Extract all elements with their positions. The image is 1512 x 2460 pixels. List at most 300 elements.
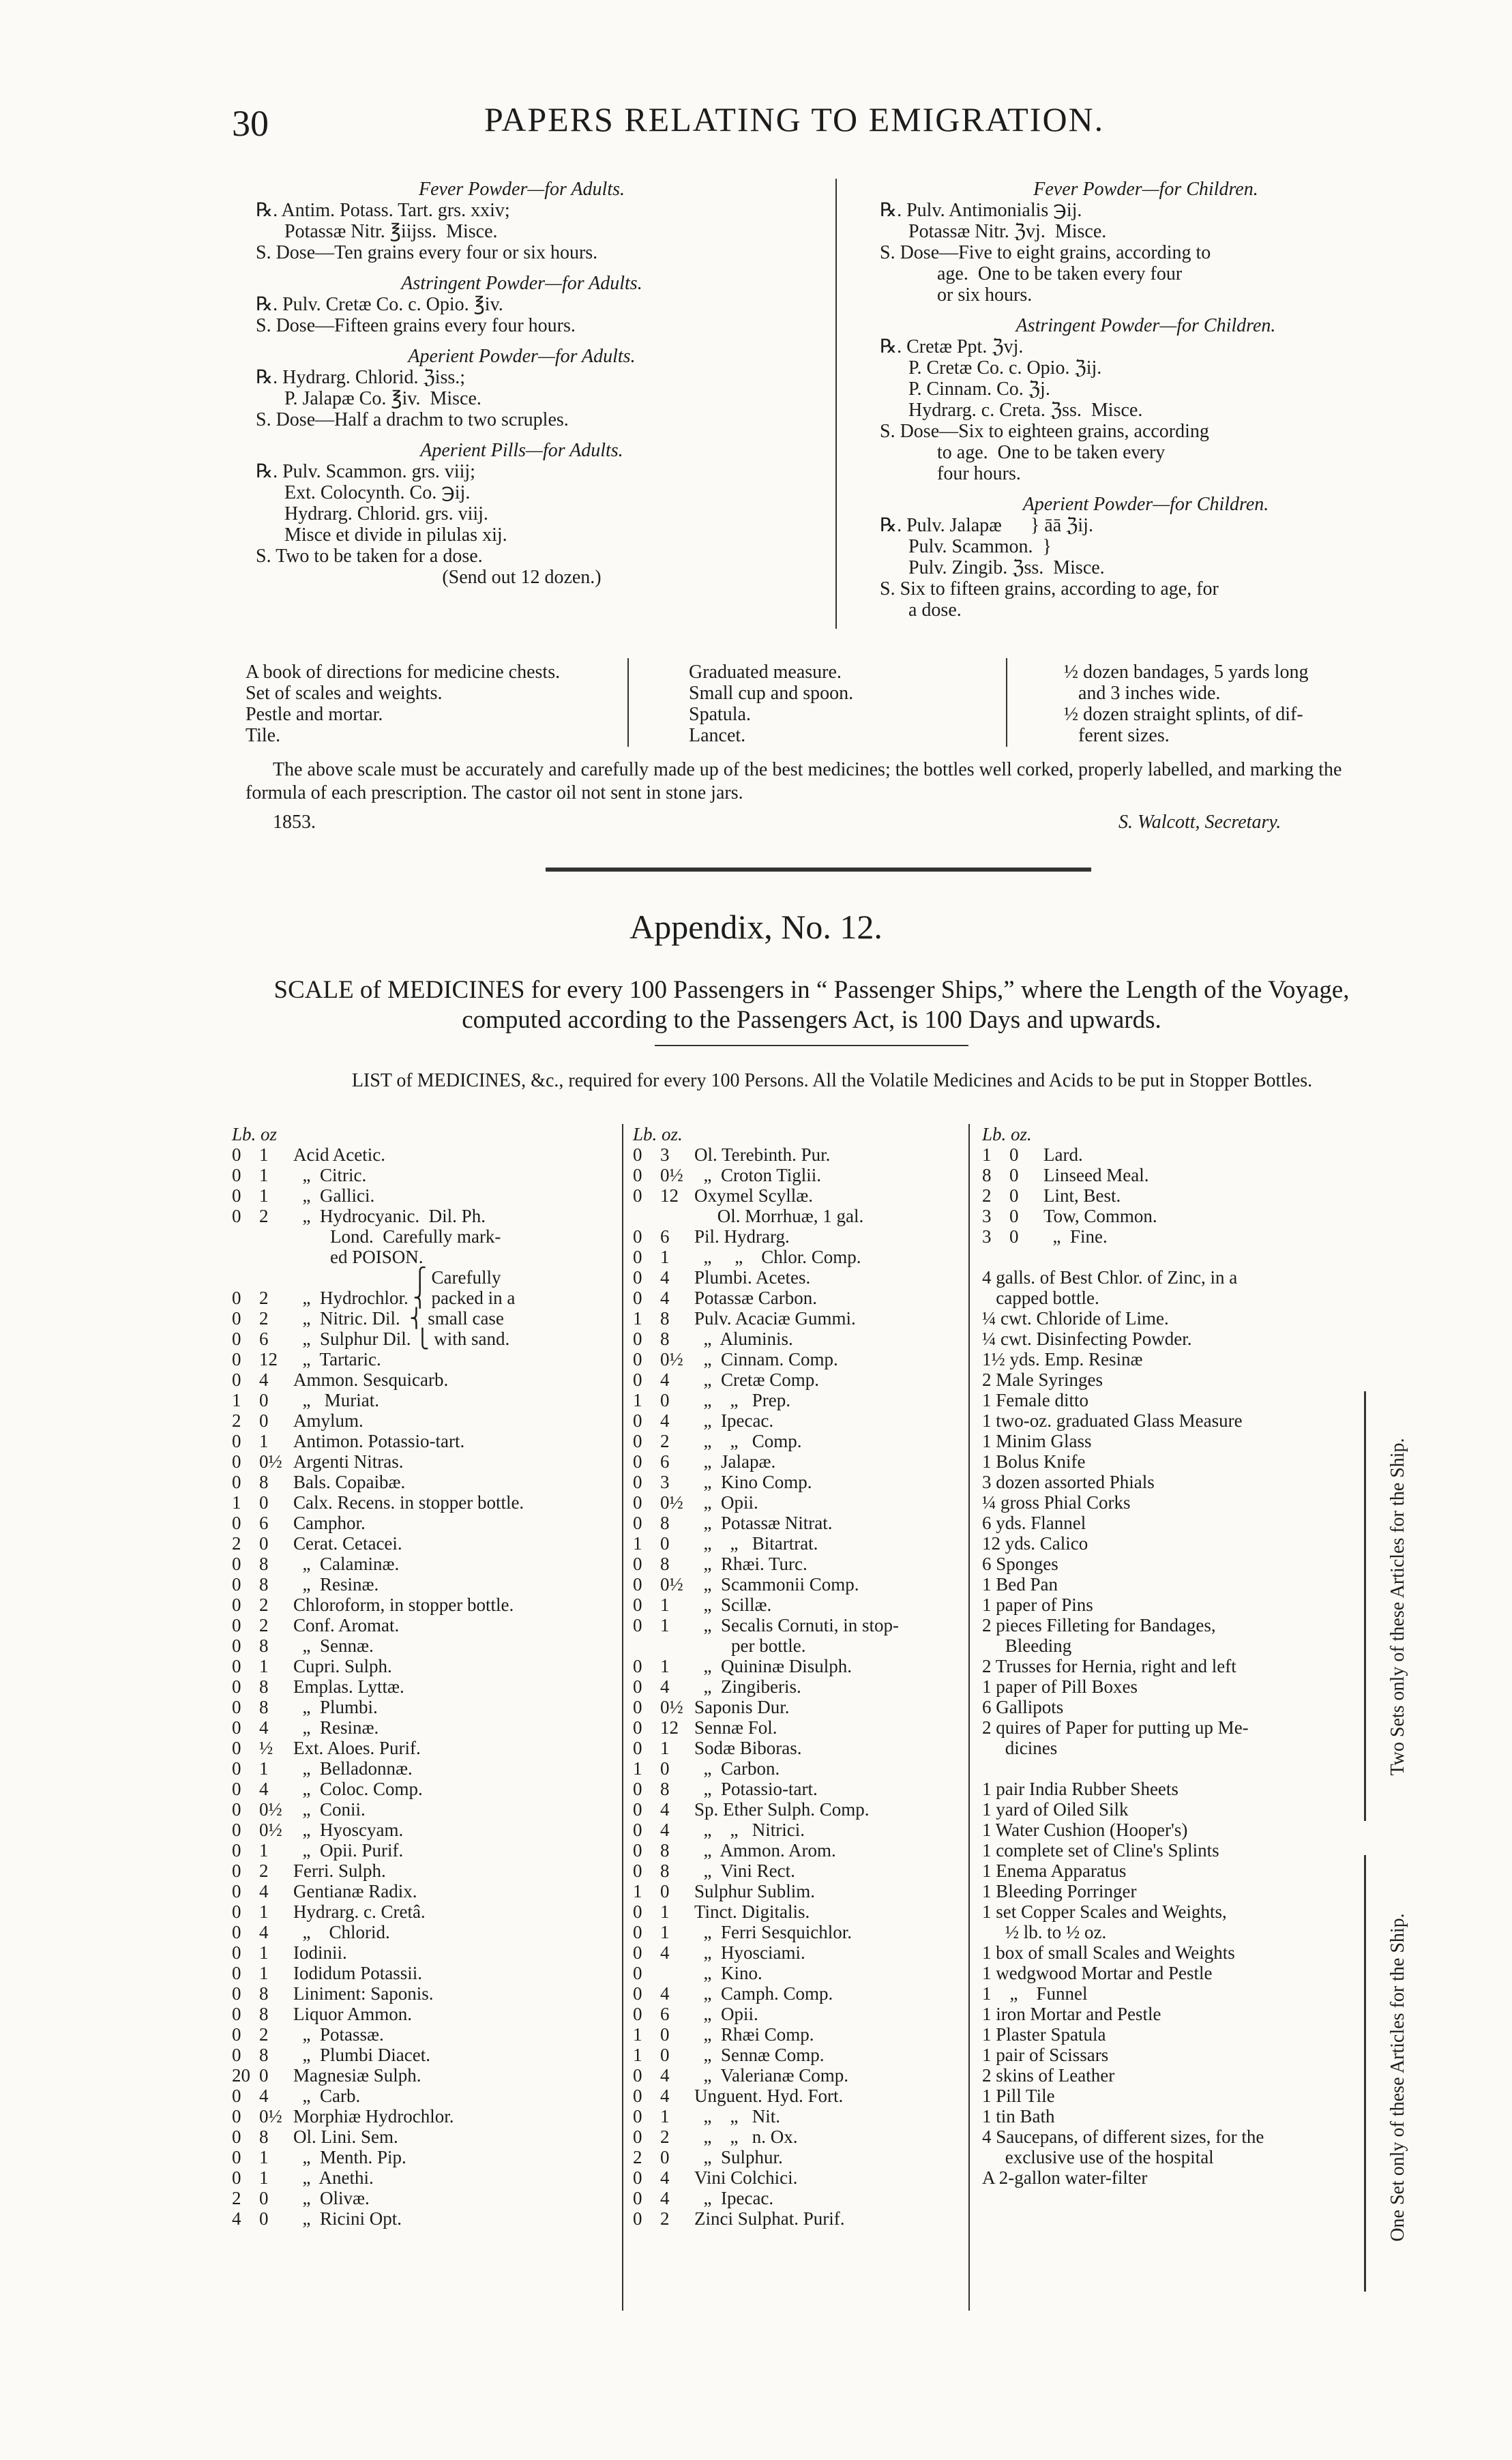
medicine-name: Lond. Carefully mark- [293, 1226, 501, 1247]
medicine-name: „ Ferri Sesquichlor. [694, 1922, 852, 1942]
list-item: 1 Plaster Spatula [982, 2024, 1106, 2045]
medicine-name: Potassæ Carbon. [694, 1288, 818, 1308]
year: 1853. [273, 812, 316, 833]
rx-line: Fever Powder—for Adults. [418, 179, 625, 200]
equipment-item: and 3 inches wide. [1064, 683, 1221, 704]
oz-value: ½ [259, 1738, 273, 1758]
lb-value: 0 [633, 1267, 642, 1288]
medicine-name: Chloroform, in stopper bottle. [293, 1595, 514, 1615]
medicine-name: Zinci Sulphat. Purif. [694, 2208, 845, 2229]
lb-value: 0 [232, 1635, 241, 1656]
list-row [633, 1369, 988, 1390]
oz-value: 2 [259, 1288, 269, 1308]
lb-value: 0 [232, 1676, 241, 1697]
lb-value: 0 [232, 1799, 241, 1820]
lb-value: 1 [633, 1881, 642, 1901]
list-row [232, 1226, 614, 1247]
oz-value [660, 1635, 694, 1656]
oz-value: 0 [259, 2208, 269, 2229]
rx-line: S. Dose—Ten grains every four or six hours. [256, 242, 598, 263]
list-item: 2 pieces Filleting for Bandages, [982, 1615, 1216, 1635]
scale-note: The above scale must be accurately and carefully made up of the best medicines; the bottles well corked, properly labelled, and marking the formula of each prescription. The castor oil not sent in stone jars. [246, 759, 1342, 803]
list-row [232, 2004, 614, 2024]
oz-value: 1 [259, 1758, 269, 1779]
oz-value: 2 [660, 2126, 670, 2147]
oz-value: 8 [660, 1861, 670, 1881]
medicine-name: Cupri. Sulph. [293, 1656, 392, 1676]
list-row [633, 1635, 988, 1656]
oz-value: 0 [259, 1533, 269, 1554]
lb-value: 0 [633, 2188, 642, 2208]
list-row [982, 1206, 1364, 1226]
rx-line: Misce et divide in pilulas xij. [256, 524, 507, 546]
oz-value: 12 [259, 1349, 278, 1369]
oz-value: 0½ [259, 2106, 282, 2126]
list-item: 4 galls. of Best Chlor. of Zinc, in a [982, 1267, 1238, 1288]
lb-value: 0 [232, 1717, 241, 1738]
medicine-name: „ Potassio-tart. [694, 1779, 818, 1799]
page-header-title: PAPERS RELATING TO EMIGRATION. [484, 100, 1105, 138]
lb-value: 0 [633, 1942, 642, 1963]
oz-value: 2 [259, 1595, 269, 1615]
oz-value: 0 [660, 2024, 670, 2045]
list-item: 1 Bed Pan [982, 1574, 1058, 1595]
lb-value: 0 [633, 1369, 642, 1390]
lb-value [633, 1635, 660, 1656]
list-row [633, 1144, 988, 1165]
medicine-name: „ Kino Comp. [694, 1472, 812, 1492]
list-row [633, 1820, 988, 1840]
lb-value: 2 [232, 2188, 241, 2208]
lb-value: 20 [232, 2065, 250, 2086]
oz-value: 1 [660, 1247, 670, 1267]
list-row [633, 2208, 988, 2229]
list-row [633, 1983, 988, 2004]
rx-line: ℞. Cretæ Ppt. ℨvj. [880, 336, 1024, 357]
medicine-name: Sennæ Fol. [694, 1717, 777, 1738]
oz-value: 1 [660, 1738, 670, 1758]
equipment-item: ½ dozen straight splints, of dif- [1064, 704, 1303, 725]
list-item: 1 pair India Rubber Sheets [982, 1779, 1179, 1799]
list-row [232, 2126, 614, 2147]
list-row [232, 2045, 614, 2065]
medicine-name: Antimon. Potassio-tart. [293, 1431, 465, 1451]
lb-value: 0 [232, 1738, 241, 1758]
oz-value: 8 [660, 1513, 670, 1533]
list-item: 1 pair of Scissars [982, 2045, 1109, 2065]
lb-value: 0 [633, 2167, 642, 2188]
oz-value: 1 [259, 1185, 269, 1206]
rx-line: Hydrarg. c. Creta. ℨss. Misce. [880, 400, 1143, 421]
rx-line: S. Dose—Fifteen grains every four hours. [256, 315, 576, 336]
list-item: 6 yds. Flannel [982, 1513, 1086, 1533]
oz-value: 6 [660, 1226, 670, 1247]
list-row [633, 1861, 988, 1881]
oz-value: 1 [259, 1656, 269, 1676]
list-row [232, 1431, 614, 1451]
list-row [232, 1758, 614, 1779]
medicine-name: Saponis Dur. [694, 1697, 790, 1717]
list-row [633, 1676, 988, 1697]
one-set-brace [1364, 1855, 1366, 2292]
oz-value: 4 [259, 2086, 269, 2106]
list-row [633, 1615, 988, 1635]
lb-value: 0 [633, 2004, 642, 2024]
oz-value: 0 [660, 1390, 670, 1410]
medicine-name: Emplas. Lyttæ. [293, 1676, 404, 1697]
oz-value: 0½ [660, 1574, 683, 1595]
oz-value: 2 [259, 1861, 269, 1881]
equipment-item: ½ dozen bandages, 5 yards long [1064, 662, 1309, 683]
list-row [232, 2147, 614, 2167]
medicine-name: „ Olivæ. [293, 2188, 370, 2208]
rx-line: Aperient Powder—for Children. [1022, 494, 1269, 515]
medicine-name: „ „ Comp. [694, 1431, 802, 1451]
oz-value: 8 [660, 1329, 670, 1349]
lb-value [232, 1226, 259, 1247]
lb-value: 0 [633, 1676, 642, 1697]
medicine-name: „ Belladonnæ. [293, 1758, 413, 1779]
two-sets-brace [1364, 1391, 1366, 1821]
oz-value: 0 [1009, 1226, 1019, 1247]
list-row [633, 2065, 988, 2086]
oz-value: 4 [660, 1288, 670, 1308]
list-row [232, 1329, 614, 1349]
oz-value: 2 [259, 1615, 269, 1635]
list-heading: LIST of MEDICINES, &c., required for every 100 Persons. All the Volatile Medicines and Acids to be put in Stopper Bottles. [351, 1070, 1313, 1091]
equipment-item: ferent sizes. [1064, 725, 1170, 746]
list-row [232, 1840, 614, 1861]
list-row [232, 1492, 614, 1513]
lb-value: 1 [232, 1390, 241, 1410]
oz-value: 4 [660, 1942, 670, 1963]
lb-value: 0 [633, 1574, 642, 1595]
lb-value: 0 [633, 1799, 642, 1820]
list-row [633, 1840, 988, 1861]
list-item: 1 „ Funnel [982, 1983, 1088, 2004]
lb-value: 0 [232, 2024, 241, 2045]
oz-value: 6 [660, 2004, 670, 2024]
oz-value: 0 [660, 1533, 670, 1554]
col-header-3: Lb. oz. [982, 1124, 1032, 1144]
lb-value: 0 [633, 1615, 642, 1635]
lb-value: 0 [232, 1206, 241, 1226]
list-row [633, 2086, 988, 2106]
medicine-name: „ Hyoscyam. [293, 1820, 404, 1840]
oz-value: 4 [660, 2086, 670, 2106]
rx-line: P. Cinnam. Co. ℨj. [880, 379, 1050, 400]
medicine-name: Magnesiæ Sulph. [293, 2065, 421, 2086]
medicine-name: „ „ Nit. [694, 2106, 780, 2126]
list-item: 4 Saucepans, of different sizes, for the [982, 2126, 1264, 2147]
lb-value: 0 [633, 1349, 642, 1369]
medicine-name: „ Resinæ. [293, 1574, 379, 1595]
medicine-name: „ Camph. Comp. [694, 1983, 833, 2004]
list-row [633, 1247, 988, 1267]
lb-value: 0 [633, 1963, 642, 1983]
rx-line: to age. One to be taken every [880, 442, 1166, 463]
lb-value: 0 [633, 1247, 642, 1267]
oz-value: 6 [660, 1451, 670, 1472]
medicine-name: „ Tartaric. [293, 1349, 381, 1369]
oz-value: 0½ [660, 1349, 683, 1369]
prescriptions-children [880, 179, 1412, 621]
list-row [232, 1410, 614, 1431]
lb-value: 0 [232, 1431, 241, 1451]
rx-line: Ext. Colocynth. Co. ℈ij. [256, 482, 471, 503]
equipment-item: A book of directions for medicine chests. [246, 662, 561, 683]
oz-value: 8 [660, 1308, 670, 1329]
lb-value: 2 [232, 1410, 241, 1431]
oz-value: 1 [259, 1901, 269, 1922]
lb-value: 3 [982, 1206, 992, 1226]
lb-value: 0 [232, 2004, 241, 2024]
lb-value: 0 [633, 1554, 642, 1574]
oz-value: 6 [259, 1513, 269, 1533]
rx-line: a dose. [880, 599, 962, 621]
medicine-name: „ Ipecac. [694, 1410, 774, 1431]
list-row [633, 1431, 988, 1451]
list-row [633, 1697, 988, 1717]
equipment-item: Tile. [246, 725, 281, 746]
oz-value: 0 [1009, 1165, 1019, 1185]
rx-line: Aperient Powder—for Adults. [408, 346, 636, 367]
list-row [232, 1656, 614, 1676]
medicine-name: Ammon. Sesquicarb. [293, 1369, 449, 1390]
lb-value: 0 [232, 1779, 241, 1799]
lb-value: 0 [232, 1288, 241, 1308]
medicine-name: „ Cretæ Comp. [694, 1369, 819, 1390]
medicine-name: „ Chlorid. [293, 1922, 390, 1942]
medicine-name: „ Anethi. [293, 2167, 374, 2188]
oz-value [259, 1267, 293, 1288]
medicine-name: „ Menth. Pip. [293, 2147, 406, 2167]
list-item: 6 Gallipots [982, 1697, 1064, 1717]
equipment-col-1 [246, 662, 560, 746]
medicine-name: Lint, Best. [1043, 1185, 1121, 1206]
medicine-name: Iodinii. [293, 1942, 347, 1963]
oz-value: 0 [1009, 1185, 1019, 1206]
list-row [232, 1881, 614, 1901]
medicine-name: ⎧ Carefully [293, 1267, 501, 1288]
medicine-name: „ Nitric. Dil. ⎨ small case [293, 1308, 504, 1329]
lb-value: 2 [232, 1533, 241, 1554]
oz-value: 1 [259, 1165, 269, 1185]
rx-line: Astringent Powder—for Children. [1016, 315, 1276, 336]
oz-value: 1 [259, 2147, 269, 2167]
rx-line: S. Six to fifteen grains, according to age, for [880, 578, 1219, 599]
medicine-name: „ Hydrocyanic. Dil. Ph. [293, 1206, 486, 1226]
medicine-name: „ Ipecac. [694, 2188, 774, 2208]
oz-value [660, 1963, 694, 1983]
medicine-name: Pil. Hydrarg. [694, 1226, 790, 1247]
list-row [633, 1901, 988, 1922]
lb-value: 0 [633, 1697, 642, 1717]
list-row [232, 1799, 614, 1820]
oz-value: 0½ [259, 1820, 282, 1840]
lb-value: 0 [232, 1349, 241, 1369]
medicine-name: Hydrarg. c. Cretâ. [293, 1901, 426, 1922]
oz-value: 0½ [259, 1451, 282, 1472]
medicine-name: Argenti Nitras. [293, 1451, 404, 1472]
lb-value: 1 [633, 1308, 642, 1329]
list-row [633, 1779, 988, 1799]
lb-value: 0 [232, 1165, 241, 1185]
list-row [232, 1615, 614, 1635]
list-row [633, 2024, 988, 2045]
medicine-name: „ Ammon. Arom. [694, 1840, 836, 1861]
lb-value: 0 [633, 2126, 642, 2147]
list-row [633, 1595, 988, 1615]
medicine-name: Sodæ Biboras. [694, 1738, 802, 1758]
list-row [633, 1472, 988, 1492]
oz-value: 0 [1009, 1144, 1019, 1165]
oz-value: 4 [660, 2065, 670, 2086]
lb-value: 4 [232, 2208, 241, 2229]
lb-value: 0 [232, 1595, 241, 1615]
list-row [633, 1574, 988, 1595]
oz-value: 0½ [259, 1799, 282, 1820]
lb-value: 0 [633, 1717, 642, 1738]
medicine-name: Gentianæ Radix. [293, 1881, 417, 1901]
oz-value: 4 [660, 2188, 670, 2208]
list-row [633, 2106, 988, 2126]
oz-value: 8 [259, 1697, 269, 1717]
oz-value: 0 [660, 1881, 670, 1901]
list-item: exclusive use of the hospital [982, 2147, 1214, 2167]
oz-value: 0 [259, 2188, 269, 2208]
oz-value: 0½ [660, 1492, 683, 1513]
list-row [633, 1206, 988, 1226]
medicine-name: „ Potassæ Nitrat. [694, 1513, 833, 1533]
medicine-name: Ferri. Sulph. [293, 1861, 386, 1881]
oz-value: 1 [259, 1942, 269, 1963]
list-row [633, 1185, 988, 1206]
medicine-name: Acid Acetic. [293, 1144, 385, 1165]
lb-value: 0 [633, 1779, 642, 1799]
oz-value: 1 [660, 1595, 670, 1615]
medicine-name: „ Opii. [694, 2004, 758, 2024]
lb-value: 1 [633, 2045, 642, 2065]
lb-value: 0 [232, 1697, 241, 1717]
list-row [232, 1308, 614, 1329]
lb-value: 0 [633, 2065, 642, 2086]
oz-value: 8 [259, 2126, 269, 2147]
rx-line: ℞. Antim. Potass. Tart. grs. xxiv; [256, 200, 510, 221]
lb-value: 0 [232, 1861, 241, 1881]
oz-value: 4 [259, 1717, 269, 1738]
rx-line: S. Dose—Half a drachm to two scruples. [256, 409, 569, 430]
lb-value: 0 [633, 1431, 642, 1451]
oz-value: 1 [660, 1656, 670, 1676]
oz-value: 8 [259, 1983, 269, 2004]
medicine-name: „ Hydrochlor. ⎨ packed in a [293, 1288, 516, 1308]
oz-value: 8 [259, 1676, 269, 1697]
oz-value: 3 [660, 1144, 670, 1165]
medicine-name: Lard. [1043, 1144, 1083, 1165]
lb-value: 0 [232, 1840, 241, 1861]
medicine-name: Liquor Ammon. [293, 2004, 412, 2024]
equipment-item: Graduated measure. [689, 662, 842, 683]
medicine-name: „ Sulphur. [694, 2147, 783, 2167]
lb-value: 0 [232, 2106, 241, 2126]
rx-line: Potassæ Nitr. ℥iijss. Misce. [256, 221, 498, 242]
oz-value: 0 [259, 1410, 269, 1431]
oz-value: 1 [259, 2167, 269, 2188]
section-rule [546, 868, 1091, 872]
medicine-name: „ Sennæ Comp. [694, 2045, 825, 2065]
lb-value: 0 [232, 1554, 241, 1574]
list-item: 3 dozen assorted Phials [982, 1472, 1155, 1492]
list-item: 1 iron Mortar and Pestle [982, 2004, 1161, 2024]
list-item: 1 wedgwood Mortar and Pestle [982, 1963, 1213, 1983]
list-row [633, 2188, 988, 2208]
list-row [232, 1165, 614, 1185]
medicine-name: „ Calaminæ. [293, 1554, 400, 1574]
list-row [633, 2126, 988, 2147]
medicine-name: per bottle. [694, 1635, 806, 1656]
medicine-name: „ „ n. Ox. [694, 2126, 798, 2147]
lb-value: 1 [982, 1144, 992, 1165]
list-item: 1 Water Cushion (Hooper's) [982, 1820, 1188, 1840]
list-row [633, 1349, 988, 1369]
list-row [232, 1779, 614, 1799]
oz-value: 4 [259, 1779, 269, 1799]
list-row [232, 2106, 614, 2126]
list-item: 1 two-oz. graduated Glass Measure [982, 1410, 1243, 1431]
list-row [633, 2045, 988, 2065]
list-row [633, 2004, 988, 2024]
rx-line: Pulv. Zingib. ℨss. Misce. [880, 557, 1105, 578]
two-sets-caption: Two Sets only of these Articles for the Ship. [1387, 1438, 1408, 1776]
list-item: 1 Female ditto [982, 1390, 1088, 1410]
oz-value: 0 [660, 2045, 670, 2065]
oz-value [259, 1226, 293, 1247]
list-row [633, 1554, 988, 1574]
lb-value: 0 [232, 1922, 241, 1942]
list-row [232, 1595, 614, 1615]
lb-value: 0 [232, 2147, 241, 2167]
lb-value: 0 [232, 2126, 241, 2147]
equipment-col-3 [1064, 662, 1308, 746]
lb-value: 0 [232, 1144, 241, 1165]
lb-value: 0 [232, 1308, 241, 1329]
medicine-name: Tinct. Digitalis. [694, 1901, 810, 1922]
list-row [232, 2167, 614, 2188]
list-col-2 [633, 1124, 988, 2229]
medicine-name: „ Rhæi Comp. [694, 2024, 814, 2045]
list-row [232, 1451, 614, 1472]
oz-value: 1 [660, 1901, 670, 1922]
medicine-name: „ Rhæi. Turc. [694, 1554, 807, 1574]
oz-value: 0 [660, 1758, 670, 1779]
list-row [633, 1329, 988, 1349]
list-row [633, 1492, 988, 1513]
lb-value: 3 [982, 1226, 992, 1247]
list-item: 1 tin Bath [982, 2106, 1055, 2126]
list-row [633, 1738, 988, 1758]
equipment-item: Pestle and mortar. [246, 704, 383, 725]
medicine-name: „ Muriat. [293, 1390, 379, 1410]
medicine-name: „ Potassæ. [293, 2024, 384, 2045]
oz-value: 4 [660, 1369, 670, 1390]
lb-value: 0 [232, 1656, 241, 1676]
medicine-name: Vini Colchici. [694, 2167, 798, 2188]
oz-value: 4 [259, 1369, 269, 1390]
lb-value: 0 [633, 2208, 642, 2229]
list-item: 1 yard of Oiled Silk [982, 1799, 1129, 1820]
lb-value: 0 [633, 2106, 642, 2126]
